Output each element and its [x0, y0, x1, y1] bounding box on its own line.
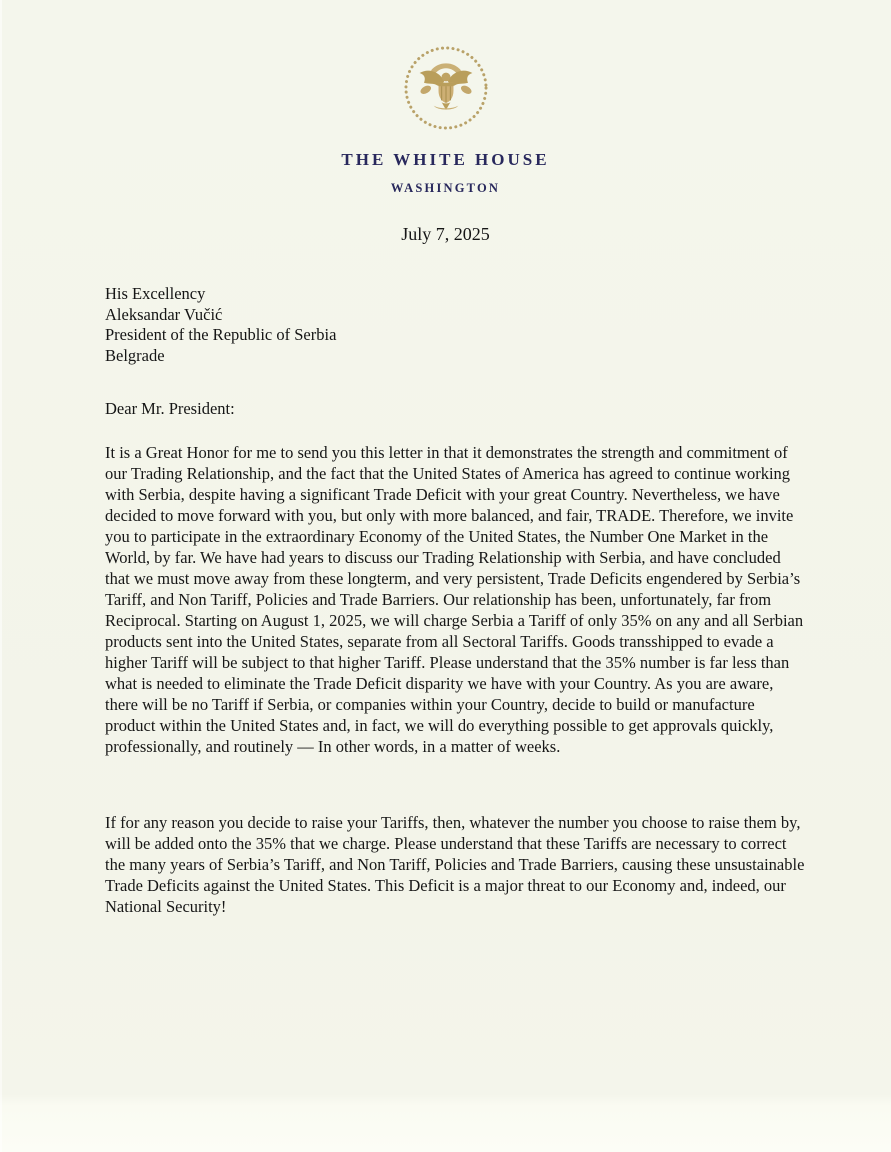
letterhead-subtitle: WASHINGTON	[390, 181, 501, 195]
body-paragraph-1: It is a Great Honor for me to send you this letter in that it demonstrates the strength and commitment of our Trading Relationship, and the fact that the United States of America has agreed to continue working with Serbia, despite having a significant Trade Deficit with your great Country. Nevertheless, we have decided to move forward with you, but only with more balanced, and fair, TRADE. Therefore, we invite you to participate in the extraordinary Economy of the United States, the Number One Market in the World, by far. We have had years to discuss our Trading Relationship with Serbia, and have concluded that we must move away from these longterm, and very persistent, Trade Deficits engendered by Serbia’s Tariff, and Non Tariff, Policies and Trade Barriers. Our relationship has been, unfortunately, far from Reciprocal. Starting on August 1, 2025, we will charge Serbia a Tariff of only 35% on any and all Serbian products sent into the United States, separate from all Sectoral Tariffs. Goods transshipped to evade a higher Tariff will be subject to that higher Tariff. Please understand that the 35% number is far less than what is needed to eliminate the Trade Deficit disparity we have with your Country. As you are aware, there will be no Tariff if Serbia, or companies within your Country, decide to build or manufacture product within the United States and, in fact, we will do everything possible to get approvals quickly, professionally, and routinely — In other words, in a matter of weeks.	[105, 443, 804, 756]
body-paragraph-2: If for any reason you decide to raise your Tariffs, then, whatever the number you choose to raise them by, will be added onto the 35% that we charge. Please understand that these Tariffs are necessary to correct the many years of Serbia’s Tariff, and Non Tariff, Policies and Trade Barriers, causing these unsustainable Trade Deficits against the United States. This Deficit is a major threat to our Economy and, indeed, our National Security!	[105, 813, 805, 916]
recipient-block	[105, 284, 336, 366]
recipient-line-name: Aleksandar Vučić	[105, 304, 223, 324]
salutation: Dear Mr. President:	[105, 399, 235, 418]
letter-date: July 7, 2025	[401, 224, 490, 244]
recipient-line-city: Belgrade	[105, 345, 165, 365]
recipient-line-title: President of the Republic of Serbia	[105, 325, 337, 344]
presidential-seal-icon	[402, 44, 490, 132]
recipient-line-honorific: His Excellency	[105, 284, 206, 303]
letterhead-title: THE WHITE HOUSE	[341, 150, 550, 169]
